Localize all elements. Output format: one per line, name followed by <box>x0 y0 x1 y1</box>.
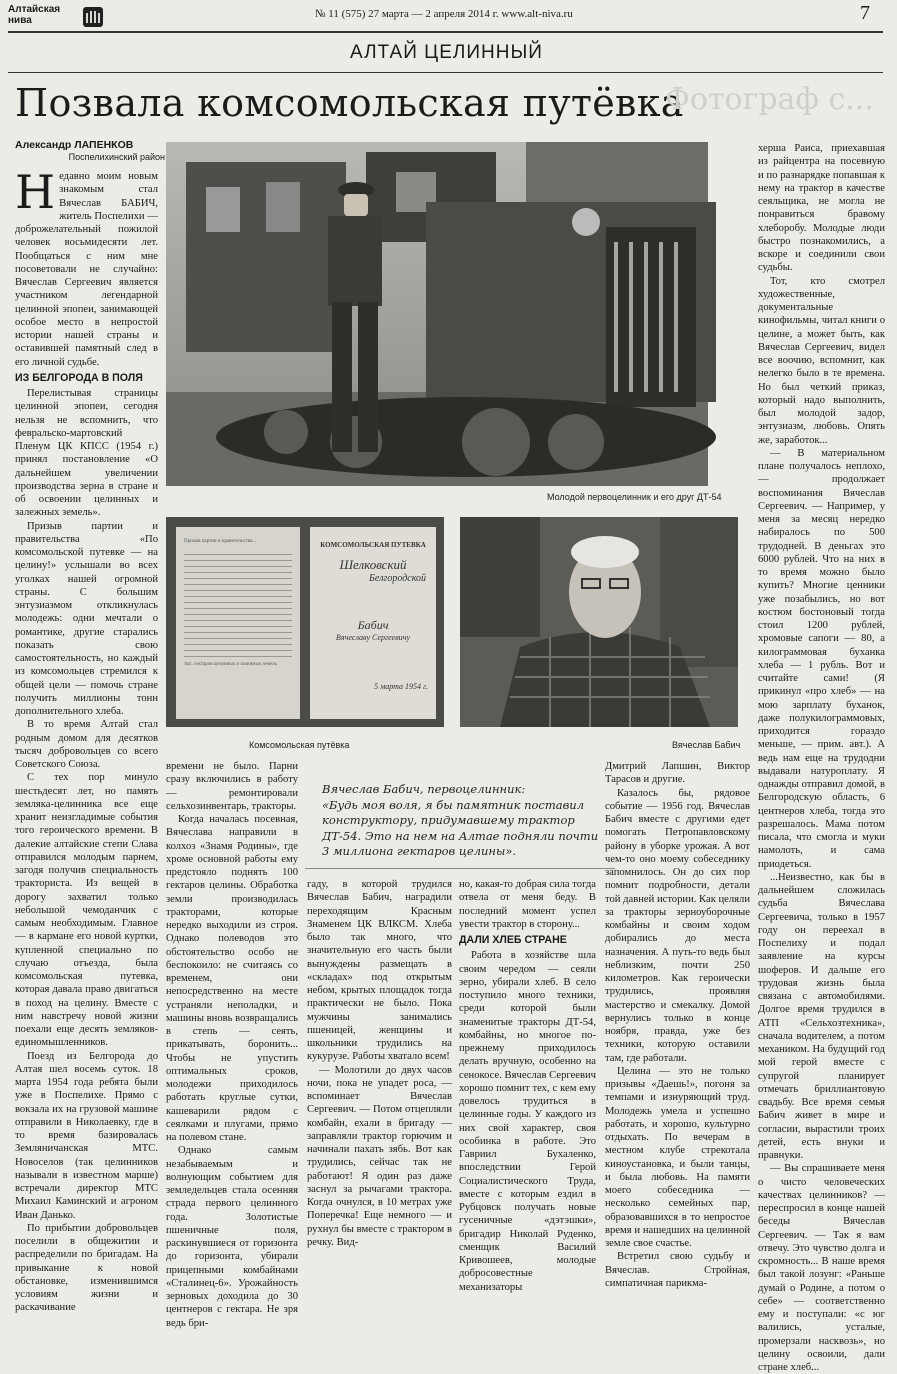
pull-quote <box>322 782 605 860</box>
tractor-photo-caption: Молодой первоцелинник и его друг ДТ-54 <box>547 492 722 502</box>
page-title: Позвала комсомольская путёвка <box>15 81 684 125</box>
paragraph: Тот, кто смотрел художественные, документальные кинофильмы, читал книги о целине, а может быть, как Вячеслав Сергеевич, видел все воочию, вспомнит, как нелегко было в те времена. Но был четкий приказ, который надо выполнить, был молодой задор, энтузиазм, любовь. Опять же, заработок... <box>758 275 885 446</box>
paragraph: Дмитрий Лапшин, Виктор Тарасов и другие. <box>605 761 750 786</box>
quote-intro: Вячеслав Бабич, первоцелинник: <box>322 782 526 796</box>
newspaper-logo <box>8 4 108 28</box>
article-column-4 <box>459 878 596 1293</box>
voucher-left-page <box>176 527 300 719</box>
article-column-1 <box>15 165 158 1314</box>
paragraph: По прибытии добровольцев поселили в общежитии и распределили по бригадам. На привыкание к новой обстановке, изменившимся условиям жизни и раскачивание <box>15 1222 158 1314</box>
section-title: АЛТАЙ ЦЕЛИННЫЙ <box>350 42 543 63</box>
paragraph: Поезд из Белгорода до Алтая шел восемь суток. 18 марта 1954 года ребята были уже в Поспелихе. Прямо с вокзала их на грузовой машине отправили в Николаевку, где в то время базировалась Земляничанская МТС. Новоселов (так целинников называли в известном марше) встречали директор МТС Михаил Каминский и агроном Иван Данько. <box>15 1050 158 1221</box>
quote-text: «Будь моя воля, я бы памятник поставил конструктору, придумавшему трактор ДТ-54. Это на нем на Алтае подняли почти 3 миллиона гектаров целины». <box>322 797 599 858</box>
page-number: 7 <box>860 2 870 24</box>
voucher-photo-caption: Комсомольская путёвка <box>249 740 350 750</box>
article-column-6 <box>758 142 885 1373</box>
paragraph: Перелистывая страницы целинной эпопеи, сегодня нельзя не вспомнить, что февральско-мартовский Пленум ЦК КПСС (1954 г.) принял постановление «О дальнейшем увеличении производства зерна в стране и об освоении целинных и залежных земель». <box>15 388 158 519</box>
paragraph: Призыв партии и правительства «По комсомольской путевке — на целину!» услышали во всех уголках нашей огромной страны. С большим энтузиазмом откликнулась молодежь: одни мечтали о романтике, другие старались показать свою самостоятельность, но каждый из комсомольцев стремился к общей цели — помочь стране получить миллионы тонн дополнительного хлеба. <box>15 520 158 717</box>
lead-paragraph <box>15 165 158 369</box>
article-column-3 <box>307 878 452 1275</box>
article-column-5 <box>605 760 750 1289</box>
voucher-right-page: КОМСОМОЛЬСКАЯ ПУТЕВКА Шелковский Белгородской Бабич Вячеславу Сергеевичу 5 марта 1954 г. <box>310 527 436 719</box>
paragraph: гаду, в которой трудился Вячеслав Бабич, наградили переходящим Красным Знаменем ЦК ВЛКСМ. Хлеба было так много, что значительную его часть были вынуждены размещать в «складах» под открытым небом, крытых площадок тогда практически не было. Пока мужчины занимались пшеницей, женщины и школьники трудились на кукурузе. Работы хватало всем! <box>307 879 452 1063</box>
newspaper-name: Алтайская нива <box>8 4 61 26</box>
paragraph: времени не было. Парни сразу включились в работу — ремонтировали сельхозинвентарь, тракторы. <box>166 761 298 812</box>
author-name: Александр ЛАПЕНКОВ <box>15 139 134 151</box>
headline-ghost: Фотограф с... <box>665 82 874 117</box>
author-block <box>15 139 165 162</box>
paragraph: Встретил свою судьбу и Вячеслав. Стройная, симпатичная парикма- <box>605 1251 750 1289</box>
voucher-title: КОМСОМОЛЬСКАЯ ПУТЕВКА <box>320 541 426 549</box>
subheading: ИЗ БЕЛГОРОДА В ПОЛЯ <box>15 371 143 384</box>
paragraph: Казалось бы, рядовое событие — 1956 год. Вячеслав Бабич вместе с другими едет помогать Петропавловскому району в уборке урожая. А вот чем-то оно моему собеседнику запомнилось. Он до сих пор помнит подробности, детали той давней истории. Как целяли за тракторы зерноуборочные комбайны и своим ходом добирались до места назначения. А путь-то ведь был неблизким, почти 250 километров. Как героически трудились, проявляя мастерство и смекалку. Домой вернулись только в конце ноября, правда, уже без техники, которую оставили там, где работали. <box>605 787 750 1064</box>
paragraph: Когда началась посевная, Вячеслава направили в колхоз «Знамя Родины», где хроме основной работы ему предстояло поднять 100 гектаров целины. Обработка земли производилась тракторами, которые нередко выходили из строя. Однако полеводов это обстоятельство особо не беспокоило: не считаясь со временем, они непосредственно на месте устраняли неполадки, и машины вновь возвращались в степь — сеять, прикатывать, боронить... Чтобы не упустить оптимальных сроков, молодежи приходилось работать круглые сутки, кашеварили рядом с сеялками и плугами, прямо на полевом стане. <box>166 814 298 1143</box>
paragraph: ...Неизвестно, как бы в дальнейшем сложилась судьба Вячеслава Сергеевича, только в 1957 году он переехал в Поспелиху и подал заявление на курсы шоферов. И дальше его трудовая жизнь была связана с автомобилями. Долгое время трудился в АТП «Сельхозтехника», сначала водителем, а потом механиком. На будущий год мой герой вместе с супругой планирует отмечать бриллиантовую свадьбу. Все время семья Бабич живет в мире и согласии, вырастили троих детей, есть внуки и правнуки. <box>758 871 885 1161</box>
lead-text: едавно моим новым знакомым стал Вячеслав БАБИЧ, житель Поспелихи — доброжелательный пожилой человек восьмидесяти лет. Пообщаться с ним мне посоветовали не случайно: Вячеслав Сергеевич является участником легендарной целинной эпопеи, занимающей особое место в непростой истории нашей страны и оставившей памятный след в его личной судьбе. <box>15 171 158 368</box>
author-district: Поспелихинский район <box>68 152 165 162</box>
portrait-photo <box>460 517 738 727</box>
subheading: ДАЛИ ХЛЕБ СТРАНЕ <box>459 934 567 946</box>
issue-line: № 11 (575) 27 марта — 2 апреля 2014 г. www.alt-niva.ru <box>315 8 573 20</box>
paragraph: — Вы спрашиваете меня о чисто человеческих качествах целинников? — переспросил в конце нашей беседы Вячеслав Сергеевич. — Так я вам отвечу. Это чувство долга и скромность... В наше время был такой лозунг: «Раньше думай о Родине, а потом о себе» — соответственно ему и поступали: «с юг валились, усталые, промерзали насквозь», но целину освоили, дали стране хлеб... <box>758 1163 885 1373</box>
quote-rule-bottom <box>305 868 615 869</box>
paragraph: херша Раиса, приехавшая из райцентра на посевную и по разнарядке попавшая к нему на трактор в качестве сеяльщика, не могла не понравиться бравому хлеборобу. Молодые люди быстро познакомились, а вскоре и соединили свои судьбы. <box>758 143 885 274</box>
paragraph: — В материальном плане получалось неплохо, — продолжает воспоминания Вячеслав Сергеевич. — Например, у меня за месяц нередко набиралось по 500 трудодней. В деньгах это 6000 рублей. Что на них в то время можно было купить? Многие ценники уже позабылись, но вот костюм бостоновый тогда стоил 1200 рублей, хромовые сапоги — 80, а килограммовая буханка хлеба — 1 рубль. Вот и считайте сами! (Я прикинул «про хлеб» — на мою зарплату буханок, даже полукилограммовых, приходится гораздо меньше, — прим. авт.). А ведь нам еще на трудодни выдавали натуроплату. Я однажды отправил домой, в Белгородскую область, 6 центнеров хлеба, тогда это разрешалось. Мама потом писала, что смогла и муки намолоть, и сама приодеться. <box>758 447 885 870</box>
portrait-photo-caption: Вячеслав Бабич <box>672 740 741 750</box>
paragraph: но, какая-то добрая сила тогда отвела от меня беду. В последний момент успел увести трактор в сторону... <box>459 879 596 930</box>
logo-emblem-icon <box>82 6 104 28</box>
voucher-left-text: Призыв партии и правительства... тыс. гектаров целинных и залежных земель <box>176 527 300 680</box>
masthead-rule <box>8 31 883 33</box>
paragraph: Работа в хозяйстве шла своим чередом — сеяли зерно, убирали хлеб. В село поступило много техники, среди которой были знаменитые тракторы ДТ-54, комбайны, но многое по-прежнему приходилось делать вручную, особенно на сенокосе. Вячеслав Сергеевич хорошо помнит тех, с кем ему довелось трудиться в целинные годы. У каждого из них свой характер, своя особинка в работе. Это Гавриил Бухаленко, впоследствии Герой Социалистического Труда, вместе с которым ездил в Рубцовск получать новые гусеничные «дэтэшки», бригадир Николай Руденко, сменщик Василий Кривошеев, молодые добросовестные механизаторы <box>459 950 596 1293</box>
paragraph: — Молотили до двух часов ночи, пока не упадет роса, — вспоминает Вячеслав Сергеевич. — Потом отцепляли комбайн, ехали в бригаду — заправляли трактор горючим и начинали пахать зябь. Вот как трудились, сейчас так не работают! Я один раз даже заснул за рычагами трактора. Когда очнулся, в 10 метрах уже Поперечка! Еще немного — и рухнул бы вместе с трактором в речку. Вид- <box>307 1064 452 1248</box>
article-column-2 <box>166 760 298 1329</box>
drop-cap: Н <box>15 165 56 219</box>
paragraph: Однако самым незабываемым и волнующим событием для земледельцев стала осенняя страда первого целинного года. Золотистые пшеничные поля, раскинувшиеся от горизонта до горизонта, убирали прицепными комбайнами «Сталинец-6». Урожайность зерновых доходила до 30 центнеров с гектара. Не зря ведь бри- <box>166 1145 298 1329</box>
section-rule <box>8 72 883 73</box>
paragraph: С тех пор минуло шестьдесят лет, но память земляка-целинника все еще хранит неизгладимые события того героического времени. В далекие алтайские степи Слава отправился молодым парнем, загодя получив специальность тракториста. Из вещей в дорогу захватил только небольшой чемоданчик с самым необходимым. Главное — в кармане его новой куртки, купленной специально по случаю отъезда, была комсомольская путевка, которая давала право двигаться в поход на целину. Вместе с ним навстречу новой жизни поехали еще десять земляков-единомышленников. <box>15 772 158 1049</box>
paragraph: В то время Алтай стал родным домом для десятков тысяч добровольцев со всего Советского Союза. <box>15 719 158 770</box>
voucher-photo <box>166 517 444 727</box>
paragraph: Целина — это не только призывы «Даешь!», погоня за темпами и изнуряющий труд. Молодежь умела и успешно работать, и хорошо, культурно отдыхать. По вечерам в местном клубе стрекотала киноустановка, и были танцы, и была любовь. На памяти моего собеседника — несколько семейных пар, образовавшихся в то непростое время и нашедших на целинной земле свое счастье. <box>605 1065 750 1249</box>
masthead <box>0 0 897 30</box>
tractor-photo <box>166 142 708 486</box>
